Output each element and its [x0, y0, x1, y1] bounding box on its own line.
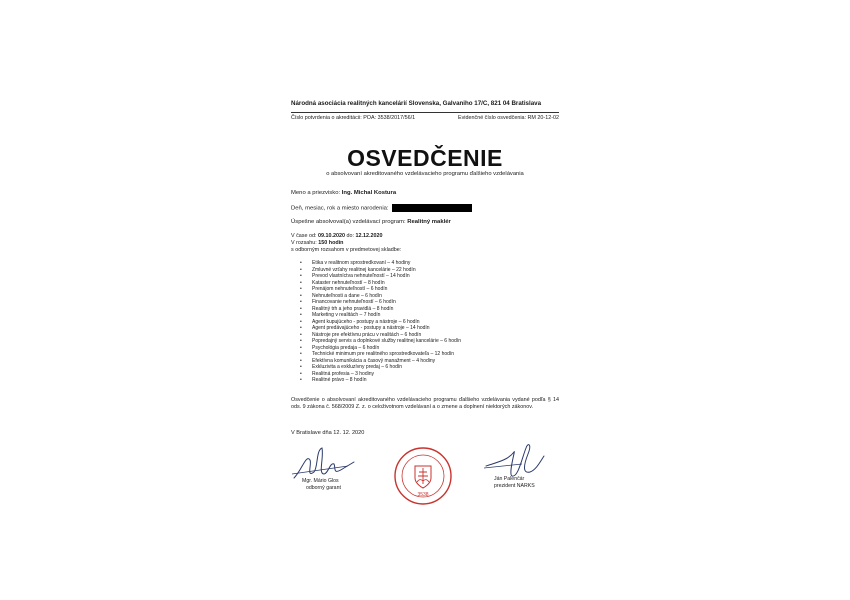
- official-stamp: [393, 446, 453, 506]
- place-date: V Bratislave dňa 12. 12. 2020: [291, 430, 365, 436]
- certificate-title: OSVEDČENIE: [347, 145, 503, 171]
- list-item: • Kataster nehnuteľností – 8 hodín: [300, 280, 461, 287]
- redaction-bar: [392, 204, 472, 212]
- list-item: • Realitná profesia – 3 hodiny: [300, 371, 461, 378]
- signer-left: [302, 478, 341, 491]
- list-item: • Realitný trh a jeho pravidlá – 8 hodín: [300, 306, 461, 313]
- list-item: • Nehnuteľnosti a dane – 6 hodín: [300, 293, 461, 300]
- list-item: • Technické minimum pre realitného sprostredkovateľa – 12 hodín: [300, 351, 461, 358]
- list-item: • Etika v realitnom sprostredkovaní – 4 hodiny: [300, 260, 461, 267]
- period-row: [291, 233, 382, 240]
- list-item: • Marketing v realitách – 7 hodín: [300, 312, 461, 319]
- birth-row: [291, 204, 472, 212]
- module-list: [300, 260, 461, 384]
- program-label: Úspešne absolvoval(a) vzdelávací program:: [291, 219, 406, 225]
- accreditation-row: [291, 115, 559, 121]
- list-item: • Psychológia predaja – 6 hodín: [300, 345, 461, 352]
- organization-header: Národná asociácia realitných kancelárií Slovenska, Galvaniho 17/C, 821 04 Bratislava: [291, 100, 542, 107]
- signer-right-role: prezident NARKS: [494, 482, 535, 489]
- birth-label: Deň, mesiac, rok a miesto narodenia:: [291, 205, 389, 212]
- closing-text: Osvedčenie o absolvovaní akreditovaného vzdelávacieho programu ďalšieho vzdelávania vydané podľa § 14 ods. 9 zákona č. 568/2009 Z. z. o celoživotnom vzdelávaní a o zmene a doplnení niektorých zákonov.: [291, 397, 559, 410]
- program-value: Realitný maklér: [407, 219, 451, 225]
- accreditation-number: Číslo potvrdenia o akreditácii: POA: 3538/2017/56/1: [291, 115, 416, 121]
- composition-label: s odborným rozsahom v predmetovej skladbe:: [291, 247, 402, 253]
- list-item: • Prevod vlastníctva nehnuteľností – 14 hodín: [300, 273, 461, 280]
- list-item: • Realitné právo – 8 hodín: [300, 377, 461, 384]
- scope-label: V rozsahu:: [291, 240, 317, 246]
- program-row: [291, 219, 451, 225]
- period-to-label: do:: [346, 233, 354, 239]
- period-to: 12.12.2020: [355, 233, 383, 239]
- certificate-subtitle: o absolvovaní akreditovaného vzdelávacieho programu ďalšieho vzdelávania: [326, 171, 524, 177]
- name-label: Meno a priezvisko:: [291, 190, 341, 196]
- header-divider: [291, 112, 559, 113]
- name-value: Ing. Michal Kostura: [341, 190, 397, 196]
- list-item: • Efektívna komunikácia a časový manažment – 4 hodiny: [300, 358, 461, 365]
- list-item: • Prenájom nehnuteľností – 6 hodín: [300, 286, 461, 293]
- period-from-label: V čase od:: [291, 233, 317, 239]
- list-item: • Exkluzivita a exkluzívny predaj – 6 hodín: [300, 364, 461, 371]
- stamp-number: 3538: [417, 492, 429, 498]
- signer-left-name: Mgr. Mário Glos: [302, 478, 339, 484]
- name-row: [291, 190, 396, 196]
- signer-left-role: odborný garant: [306, 484, 341, 491]
- scope-row: [291, 240, 343, 247]
- list-item: • Financovanie nehnuteľností – 6 hodín: [300, 299, 461, 306]
- signer-right: [494, 476, 535, 489]
- signer-right-name: Ján Palenčár: [494, 476, 525, 482]
- list-item: • Popredajný servis a doplnkové služby realitnej kancelárie – 6 hodín: [300, 338, 461, 345]
- list-item: • Zmluvné vzťahy realitnej kancelárie – 22 hodín: [300, 267, 461, 274]
- list-item: • Nástroje pre efektívnu prácu v realitách – 6 hodín: [300, 332, 461, 339]
- list-item: • Agent predávajúceho - postupy a nástroje – 14 hodín: [300, 325, 461, 332]
- list-item: • Agent kupujúceho - postupy a nástroje – 6 hodín: [300, 319, 461, 326]
- scope-value: 150 hodín: [318, 240, 344, 246]
- period-from: 09.10.2020: [317, 233, 345, 239]
- evidence-number: Evidenčné číslo osvedčenia: RM 20-12-02: [458, 115, 559, 121]
